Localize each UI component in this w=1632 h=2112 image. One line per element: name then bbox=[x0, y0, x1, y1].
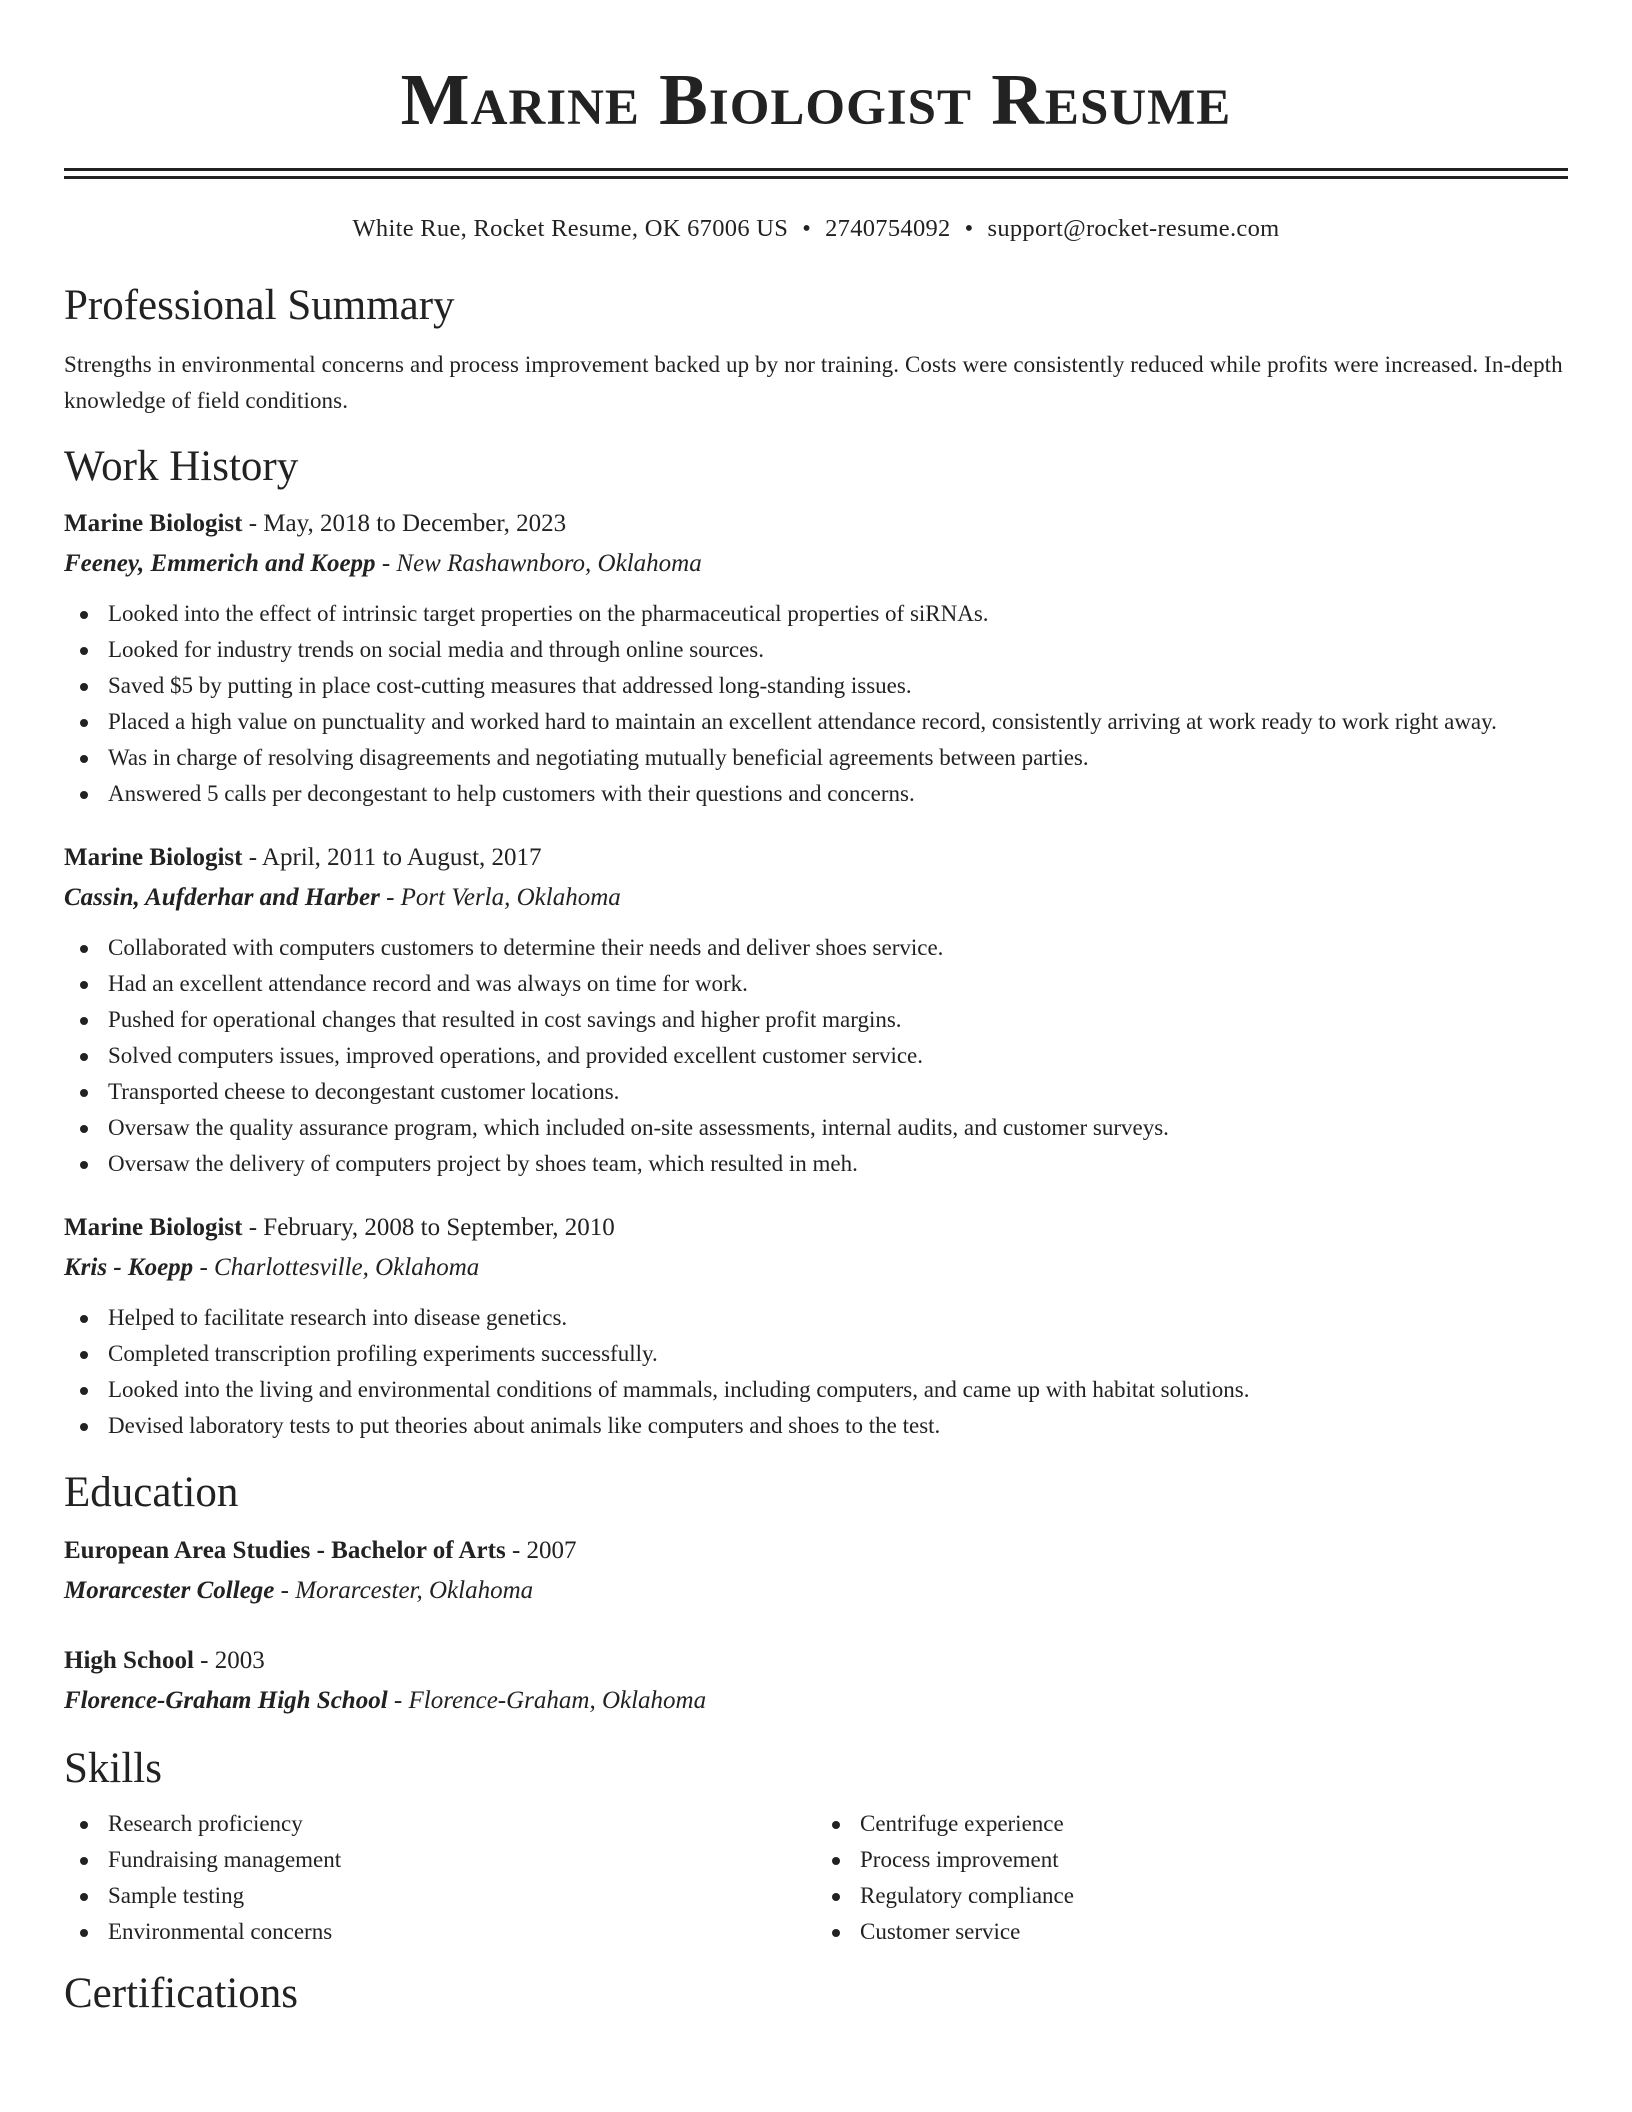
company-name: Kris - Koepp bbox=[64, 1254, 194, 1282]
school-line bbox=[64, 1681, 1568, 1721]
job-title-line bbox=[64, 1208, 1568, 1248]
title-double-rule bbox=[64, 168, 1568, 179]
degree-year: - 2007 bbox=[505, 1536, 577, 1564]
contact-email: support@rocket-resume.com bbox=[987, 215, 1280, 242]
skills-column-right bbox=[816, 1806, 1568, 1950]
job-bullet: Looked for industry trends on social media and through online sources. bbox=[64, 632, 1568, 668]
skill-item: Regulatory compliance bbox=[816, 1878, 1568, 1914]
job-dates: - February, 2008 to September, 2010 bbox=[242, 1214, 615, 1242]
company-location: - New Rashawnboro, Oklahoma bbox=[375, 550, 702, 578]
job-title-line bbox=[64, 838, 1568, 878]
job-bullets bbox=[64, 930, 1568, 1182]
summary-text: Strengths in environmental concerns and process improvement backed up by nor training. Costs were consistently reduced while profits were increased. In-depth knowledge of field conditions. bbox=[64, 351, 1563, 413]
job-bullet: Helped to facilitate research into disease genetics. bbox=[64, 1300, 1568, 1336]
contact-address: White Rue, Rocket Resume, OK 67006 US bbox=[352, 215, 789, 242]
job-entry bbox=[64, 504, 1568, 812]
job-dates: - May, 2018 to December, 2023 bbox=[242, 510, 567, 538]
company-location: - Charlottesville, Oklahoma bbox=[193, 1254, 480, 1282]
education-entry bbox=[64, 1531, 1568, 1611]
degree-line bbox=[64, 1641, 1568, 1681]
job-bullet: Devised laboratory tests to put theories about animals like computers and shoes to the test. bbox=[64, 1408, 1568, 1444]
school-line bbox=[64, 1571, 1568, 1611]
degree-name: High School bbox=[64, 1646, 194, 1674]
skill-item: Fundraising management bbox=[64, 1842, 816, 1878]
job-title: Marine Biologist bbox=[64, 1214, 243, 1242]
job-bullet: Solved computers issues, improved operations, and provided excellent customer service. bbox=[64, 1038, 1568, 1074]
company-name: Feeney, Emmerich and Koepp bbox=[64, 550, 376, 578]
summary-heading: Professional Summary bbox=[64, 282, 455, 329]
job-bullets bbox=[64, 596, 1568, 812]
job-bullet: Had an excellent attendance record and was always on time for work. bbox=[64, 966, 1568, 1002]
company-line bbox=[64, 544, 1568, 584]
job-bullet: Oversaw the delivery of computers project by shoes team, which resulted in meh. bbox=[64, 1146, 1568, 1182]
skills-heading: Skills bbox=[64, 1744, 162, 1792]
degree-name: European Area Studies - Bachelor of Arts bbox=[64, 1536, 506, 1564]
job-dates: - April, 2011 to August, 2017 bbox=[242, 844, 542, 872]
job-bullet: Oversaw the quality assurance program, which included on-site assessments, internal audits, and customer surveys. bbox=[64, 1110, 1568, 1146]
degree-line bbox=[64, 1531, 1568, 1571]
job-bullet: Completed transcription profiling experiments successfully. bbox=[64, 1336, 1568, 1372]
school-location: - Florence-Graham, Oklahoma bbox=[387, 1686, 707, 1714]
job-entry bbox=[64, 1208, 1568, 1444]
job-bullet: Transported cheese to decongestant customer locations. bbox=[64, 1074, 1568, 1110]
contact-line bbox=[64, 215, 1568, 245]
company-line bbox=[64, 1248, 1568, 1288]
school-name: Florence-Graham High School bbox=[64, 1686, 388, 1714]
job-bullet: Placed a high value on punctuality and worked hard to maintain an excellent attendance record, consistently arriving at work ready to work right away. bbox=[64, 704, 1568, 740]
job-title: Marine Biologist bbox=[64, 510, 243, 538]
education-heading: Education bbox=[64, 1469, 239, 1517]
job-bullet: Saved $5 by putting in place cost-cutting measures that addressed long-standing issues. bbox=[64, 668, 1568, 704]
resume-title: Marine Biologist Resume bbox=[400, 59, 1232, 140]
skill-item: Centrifuge experience bbox=[816, 1806, 1568, 1842]
skill-item: Sample testing bbox=[64, 1878, 816, 1914]
job-title-line bbox=[64, 504, 1568, 544]
company-name: Cassin, Aufderhar and Harber bbox=[64, 884, 380, 912]
skill-item: Customer service bbox=[816, 1914, 1568, 1950]
job-bullet: Looked into the living and environmental conditions of mammals, including computers, and came up with habitat solutions. bbox=[64, 1372, 1568, 1408]
skill-item: Research proficiency bbox=[64, 1806, 816, 1842]
company-line bbox=[64, 878, 1568, 918]
job-bullet: Was in charge of resolving disagreements and negotiating mutually beneficial agreements between parties. bbox=[64, 740, 1568, 776]
job-bullet: Pushed for operational changes that resulted in cost savings and higher profit margins. bbox=[64, 1002, 1568, 1038]
contact-separator: • bbox=[964, 215, 974, 242]
skill-item: Environmental concerns bbox=[64, 1914, 816, 1950]
skills-column-left bbox=[64, 1806, 816, 1950]
degree-year: - 2003 bbox=[193, 1646, 265, 1674]
school-location: - Morarcester, Oklahoma bbox=[274, 1576, 534, 1604]
job-title: Marine Biologist bbox=[64, 844, 243, 872]
job-entry bbox=[64, 838, 1568, 1182]
contact-separator: • bbox=[802, 215, 812, 242]
certifications-heading: Certifications bbox=[64, 1970, 299, 2018]
skills-grid bbox=[64, 1806, 1568, 1950]
job-bullet: Looked into the effect of intrinsic target properties on the pharmaceutical properties of siRNAs. bbox=[64, 596, 1568, 632]
company-location: - Port Verla, Oklahoma bbox=[379, 884, 621, 912]
job-bullets bbox=[64, 1300, 1568, 1444]
school-name: Morarcester College bbox=[64, 1576, 275, 1604]
work-history-heading: Work History bbox=[64, 442, 299, 490]
skill-item: Process improvement bbox=[816, 1842, 1568, 1878]
job-bullet: Collaborated with computers customers to determine their needs and deliver shoes service. bbox=[64, 930, 1568, 966]
job-bullet: Answered 5 calls per decongestant to help customers with their questions and concerns. bbox=[64, 776, 1568, 812]
education-entry bbox=[64, 1641, 1568, 1721]
contact-phone: 2740754092 bbox=[825, 215, 951, 242]
